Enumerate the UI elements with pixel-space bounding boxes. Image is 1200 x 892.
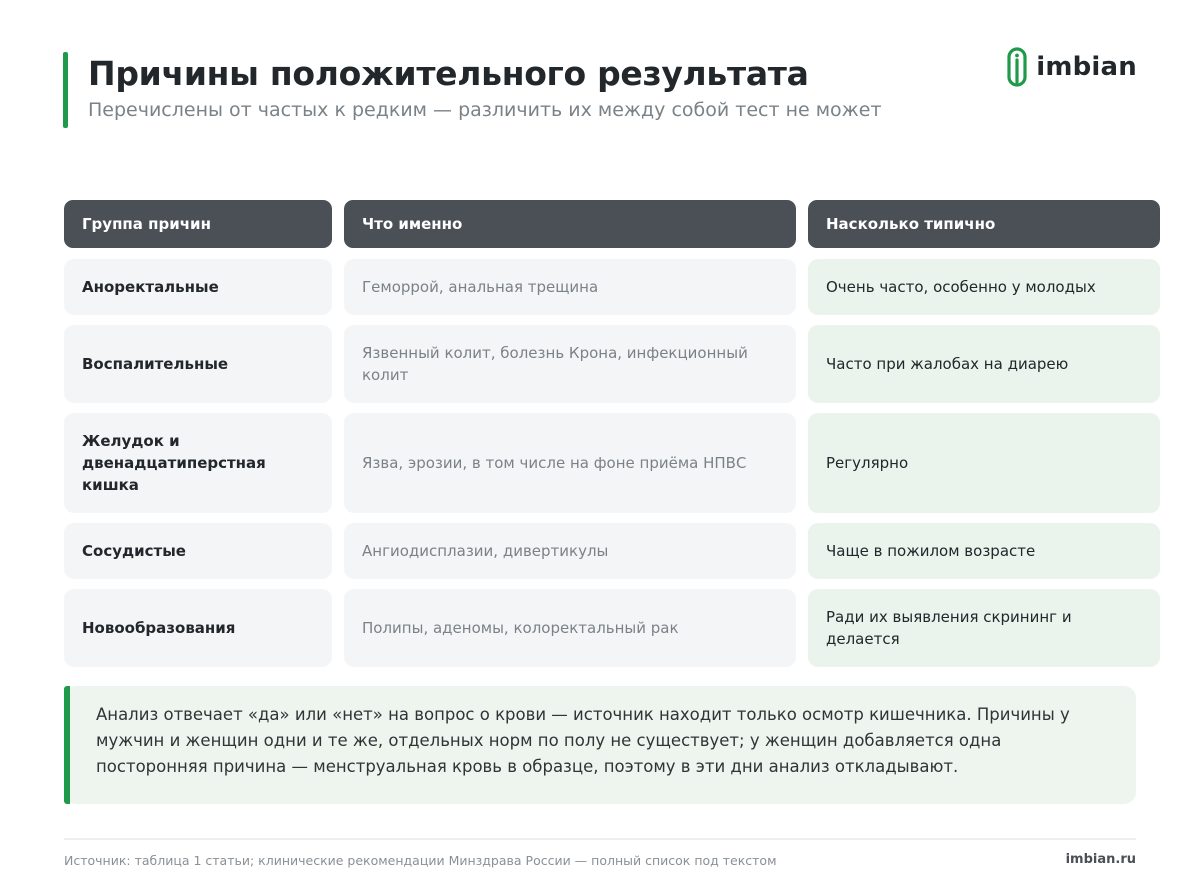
causes-table [64, 200, 1160, 677]
brand-name: imbian [1036, 52, 1137, 82]
page-subtitle: Перечислены от частых к редким — различить их между собой тест не может [88, 99, 882, 121]
table-header-what: Что именно [344, 200, 796, 248]
row-what-cell: Ангиодисплазии, дивертикулы [344, 523, 796, 579]
row-group-cell: Воспалительные [64, 325, 332, 403]
row-group-cell: Аноректальные [64, 259, 332, 315]
footer-source: Источник: таблица 1 статьи; клинические рекомендации Минздрава России — полный список под текстом [64, 853, 777, 868]
row-what-cell: Геморрой, анальная трещина [344, 259, 796, 315]
title-accent-bar [63, 52, 68, 128]
note-accent-bar [64, 686, 70, 804]
footer-site-link[interactable]: imbian.ru [1065, 852, 1136, 867]
imbian-logo-icon [1006, 46, 1028, 88]
table-header-typical: Насколько типично [808, 200, 1160, 248]
row-group-cell: Желудок и двенадцатиперстная кишка [64, 413, 332, 513]
row-typical-cell: Регулярно [808, 413, 1160, 513]
row-what-cell: Язвенный колит, болезнь Крона, инфекционный колит [344, 325, 796, 403]
row-typical-cell: Ради их выявления скрининг и делается [808, 589, 1160, 667]
row-typical-cell: Очень часто, особенно у молодых [808, 259, 1160, 315]
row-group-cell: Новообразования [64, 589, 332, 667]
info-note: Анализ отвечает «да» или «нет» на вопрос о крови — источник находит только осмотр кишечника. Причины у мужчин и женщин одни и те же, отдельных норм по полу не существует; у женщин добавляется одна посторонняя причина — менструальная кровь в образце, поэтому в эти дни анализ откладывают. [64, 686, 1136, 804]
row-typical-cell: Чаще в пожилом возрасте [808, 523, 1160, 579]
brand-logo[interactable] [1006, 46, 1137, 88]
row-group-cell: Сосудистые [64, 523, 332, 579]
page-title: Причины положительного результата [88, 54, 809, 93]
table-header-group: Группа причин [64, 200, 332, 248]
row-what-cell: Язва, эрозии, в том числе на фоне приёма НПВС [344, 413, 796, 513]
row-typical-cell: Часто при жалобах на диарею [808, 325, 1160, 403]
footer-divider [64, 838, 1136, 840]
row-what-cell: Полипы, аденомы, колоректальный рак [344, 589, 796, 667]
